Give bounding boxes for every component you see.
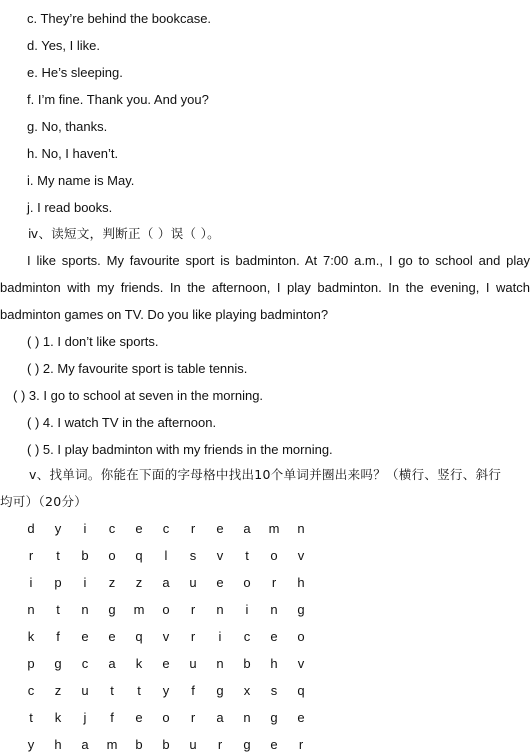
grid-letter[interactable]: y: [162, 683, 170, 698]
grid-letter[interactable]: e: [216, 575, 224, 590]
answer-option-c: c. They’re behind the bookcase.: [27, 11, 212, 26]
grid-row-5: [0, 629, 330, 645]
answer-option-d: d. Yes, I like.: [27, 38, 100, 53]
grid-row-6: [0, 656, 330, 672]
section-4-heading: ⅳ、读短文，判断正（ ）误（ ）。: [28, 226, 220, 241]
grid-letter[interactable]: n: [243, 710, 251, 725]
grid-letter[interactable]: e: [108, 629, 116, 644]
question-text: 3. I go to school at seven in the morning.: [28, 388, 264, 403]
grid-letter[interactable]: a: [162, 575, 170, 590]
grid-letter[interactable]: v: [297, 548, 305, 563]
grid-letter[interactable]: m: [133, 602, 145, 617]
grid-letter[interactable]: v: [216, 548, 224, 563]
grid-letter[interactable]: v: [297, 656, 305, 671]
grid-letter[interactable]: o: [297, 629, 305, 644]
question-text: 2. My favourite sport is table tennis.: [42, 361, 248, 376]
answer-option-i: i. My name is May.: [27, 173, 135, 188]
grid-letter[interactable]: b: [81, 548, 89, 563]
grid-letter[interactable]: m: [106, 737, 118, 752]
grid-letter[interactable]: a: [243, 521, 251, 536]
grid-letter[interactable]: l: [164, 548, 168, 563]
grid-letter[interactable]: k: [54, 710, 62, 725]
grid-letter[interactable]: b: [162, 737, 170, 752]
grid-letter[interactable]: y: [27, 737, 35, 752]
grid-letter[interactable]: u: [81, 683, 89, 698]
question-text: 1. I don’t like sports.: [42, 334, 159, 349]
grid-row-3: [0, 575, 330, 591]
grid-letter[interactable]: n: [27, 602, 35, 617]
grid-letter[interactable]: r: [298, 737, 304, 752]
answer-option-g: g. No, thanks.: [27, 119, 108, 134]
grid-letter[interactable]: h: [297, 575, 305, 590]
grid-letter[interactable]: o: [243, 575, 251, 590]
grid-row-7: [0, 683, 330, 699]
section-5-heading-cont: 均可）（20分）: [0, 494, 88, 509]
answer-bracket[interactable]: ( ): [13, 388, 26, 403]
grid-letter[interactable]: a: [216, 710, 224, 725]
grid-letter[interactable]: u: [189, 656, 197, 671]
grid-letter[interactable]: q: [135, 629, 143, 644]
grid-letter[interactable]: z: [135, 575, 143, 590]
grid-letter[interactable]: e: [162, 656, 170, 671]
grid-letter[interactable]: e: [270, 629, 278, 644]
answer-option-h: h. No, I haven’t.: [27, 146, 119, 161]
grid-letter[interactable]: i: [29, 575, 33, 590]
grid-row-8: [0, 710, 330, 726]
grid-letter[interactable]: q: [297, 683, 305, 698]
grid-letter[interactable]: t: [245, 548, 249, 563]
grid-letter[interactable]: q: [135, 548, 143, 563]
answer-bracket[interactable]: ( ): [27, 334, 40, 349]
grid-letter[interactable]: d: [27, 521, 35, 536]
grid-letter[interactable]: n: [216, 656, 224, 671]
grid-letter[interactable]: f: [56, 629, 60, 644]
answer-bracket[interactable]: ( ): [27, 361, 40, 376]
grid-letter[interactable]: c: [162, 521, 170, 536]
grid-letter[interactable]: g: [297, 602, 305, 617]
grid-letter[interactable]: e: [135, 710, 143, 725]
grid-letter[interactable]: z: [108, 575, 116, 590]
grid-row-1: [0, 521, 330, 537]
grid-letter[interactable]: r: [190, 710, 196, 725]
grid-letter[interactable]: a: [81, 737, 89, 752]
grid-letter[interactable]: m: [268, 521, 280, 536]
answer-option-f: f. I’m fine. Thank you. And you?: [27, 92, 209, 107]
grid-letter[interactable]: f: [110, 710, 114, 725]
grid-letter[interactable]: e: [81, 629, 89, 644]
grid-row-9: [0, 737, 330, 753]
grid-letter[interactable]: e: [135, 521, 143, 536]
grid-letter[interactable]: n: [216, 602, 224, 617]
tf-question-1: [27, 334, 159, 350]
grid-letter[interactable]: y: [54, 521, 62, 536]
grid-letter[interactable]: i: [83, 521, 87, 536]
grid-letter[interactable]: o: [270, 548, 278, 563]
grid-letter[interactable]: k: [27, 629, 35, 644]
grid-letter[interactable]: r: [271, 575, 277, 590]
grid-row-4: [0, 602, 330, 618]
grid-letter[interactable]: e: [270, 737, 278, 752]
grid-letter[interactable]: h: [54, 737, 62, 752]
grid-letter[interactable]: u: [189, 737, 197, 752]
tf-question-2: [27, 361, 247, 377]
answer-bracket[interactable]: ( ): [27, 442, 40, 457]
grid-letter[interactable]: r: [28, 548, 34, 563]
question-text: 4. I watch TV in the afternoon.: [42, 415, 217, 430]
grid-letter[interactable]: j: [83, 710, 87, 725]
grid-letter[interactable]: t: [56, 602, 60, 617]
grid-letter[interactable]: g: [243, 737, 251, 752]
grid-letter[interactable]: t: [29, 710, 33, 725]
grid-letter[interactable]: e: [297, 710, 305, 725]
grid-letter[interactable]: b: [135, 737, 143, 752]
grid-letter[interactable]: x: [243, 683, 251, 698]
grid-letter[interactable]: i: [83, 575, 87, 590]
grid-letter[interactable]: f: [191, 683, 195, 698]
tf-question-3: [13, 388, 263, 404]
grid-letter[interactable]: c: [81, 656, 89, 671]
grid-letter[interactable]: n: [270, 602, 278, 617]
grid-letter[interactable]: g: [108, 602, 116, 617]
grid-letter[interactable]: b: [243, 656, 251, 671]
grid-letter[interactable]: r: [190, 602, 196, 617]
reading-passage: I like sports. My favourite sport is badminton. At 7:00 a.m., I go to school and play badminton with my friends. In the afternoon, I play badminton. In the evening, I watch badminton games on TV. Do you like playing badminton?: [0, 253, 530, 322]
grid-letter[interactable]: u: [189, 575, 197, 590]
grid-letter[interactable]: r: [217, 737, 223, 752]
grid-letter[interactable]: g: [216, 683, 224, 698]
grid-letter[interactable]: n: [297, 521, 305, 536]
grid-letter[interactable]: s: [270, 683, 278, 698]
grid-letter[interactable]: h: [270, 656, 278, 671]
grid-letter[interactable]: o: [162, 602, 170, 617]
grid-letter[interactable]: i: [218, 629, 222, 644]
grid-letter[interactable]: t: [56, 548, 60, 563]
grid-letter[interactable]: i: [245, 602, 249, 617]
grid-letter[interactable]: r: [190, 521, 196, 536]
grid-letter[interactable]: c: [243, 629, 251, 644]
grid-letter[interactable]: g: [270, 710, 278, 725]
section-5-heading: ⅴ、找单词。你能在下面的字母格中找出10个单词并圈出来吗？（横行、竖行、斜行: [29, 467, 502, 482]
tf-question-4: [27, 415, 216, 431]
grid-letter[interactable]: p: [54, 575, 62, 590]
grid-letter[interactable]: z: [54, 683, 62, 698]
grid-letter[interactable]: p: [27, 656, 35, 671]
grid-letter[interactable]: v: [162, 629, 170, 644]
grid-row-2: [0, 548, 330, 564]
grid-letter[interactable]: c: [27, 683, 35, 698]
answer-bracket[interactable]: ( ): [27, 415, 40, 430]
grid-letter[interactable]: s: [189, 548, 197, 563]
grid-letter[interactable]: t: [137, 683, 141, 698]
tf-question-5: [27, 442, 333, 458]
grid-letter[interactable]: o: [108, 548, 116, 563]
answer-option-e: e. He’s sleeping.: [27, 65, 123, 80]
grid-letter[interactable]: c: [108, 521, 116, 536]
grid-letter[interactable]: o: [162, 710, 170, 725]
grid-letter[interactable]: t: [110, 683, 114, 698]
answer-option-j: j. I read books.: [27, 200, 113, 215]
grid-letter[interactable]: g: [54, 656, 62, 671]
grid-letter[interactable]: r: [190, 629, 196, 644]
question-text: 5. I play badminton with my friends in the morning.: [42, 442, 333, 457]
grid-letter[interactable]: a: [108, 656, 116, 671]
grid-letter[interactable]: n: [81, 602, 89, 617]
grid-letter[interactable]: k: [135, 656, 143, 671]
grid-letter[interactable]: e: [216, 521, 224, 536]
